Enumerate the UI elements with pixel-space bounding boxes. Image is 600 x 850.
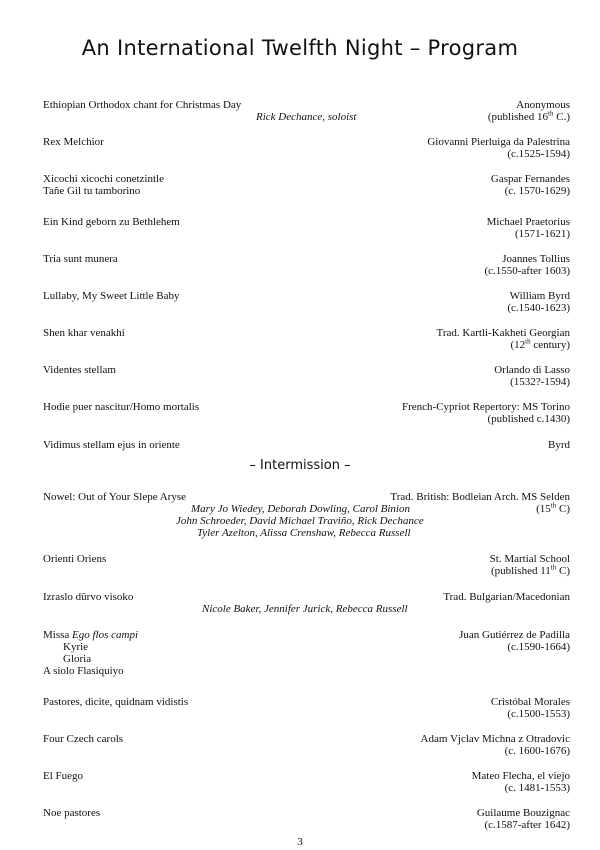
composer: William Byrd [509, 290, 570, 302]
composer: Guilaume Bouzignac [476, 807, 570, 819]
composer-dates: (c.1550-after 1603) [484, 265, 570, 277]
composer: Giovanni Pierluiga da Palestrina [427, 136, 570, 148]
composer: Trad. British: Bodleian Arch. MS Selden [390, 491, 570, 503]
piece-title: Hodie puer nascitur/Homo mortalis [43, 401, 200, 413]
composer-dates: (c.1590-1664) [507, 641, 570, 653]
composer-dates: (12th century) [510, 337, 570, 351]
performers: Nicole Baker, Jennifer Jurick, Rebecca Russell [202, 603, 408, 615]
piece-title: Izraslo dŭrvo visoko [43, 591, 134, 603]
piece-title: Noe pastores [43, 807, 101, 819]
composer: Mateo Flecha, el viejo [471, 770, 570, 782]
composer-dates: (c.1500-1553) [507, 708, 570, 720]
page-number: 3 [297, 836, 303, 848]
piece-title: Videntes stellam [43, 364, 116, 376]
performers: Tyler Azelton, Alissa Crenshaw, Rebecca Russell [197, 527, 411, 539]
piece-title: El Fuego [43, 770, 84, 782]
page-title: An International Twelfth Night – Program [81, 36, 519, 60]
piece-title: Ein Kind geborn zu Bethlehem [43, 216, 180, 228]
piece-title: Missa Ego flos campi [43, 629, 139, 641]
composer-dates: (1532?-1594) [510, 376, 570, 388]
piece-title: Ethiopian Orthodox chant for Christmas Day [43, 99, 242, 111]
composer-dates: (published 11th C) [491, 563, 570, 577]
composer-dates: (c. 1570-1629) [504, 185, 570, 197]
piece-title: Tria sunt munera [43, 253, 118, 265]
composer-dates: (c.1587-after 1642) [484, 819, 570, 831]
piece-title: Orienti Oriens [43, 553, 107, 565]
movement: Gloria [63, 653, 92, 665]
composer-dates: (published c.1430) [487, 413, 570, 425]
composer: Juan Gutiérrez de Padilla [459, 629, 570, 641]
composer: Cristóbal Morales [490, 696, 570, 708]
composer: St. Martial School [489, 553, 570, 565]
composer-dates: (c.1540-1623) [507, 302, 570, 314]
movement: Kyrie [63, 641, 89, 653]
composer-dates: (15th C) [536, 501, 570, 515]
composer: Byrd [548, 439, 570, 451]
piece-title: Pastores, dicite, quidnam vidistis [43, 696, 189, 708]
composer: Michael Praetorius [486, 216, 570, 228]
composer: Trad. Kartli-Kakheti Georgian [436, 327, 570, 339]
piece-title-2: A siolo Flasiquiyo [43, 665, 124, 677]
piece-title: Rex Melchior [43, 136, 104, 148]
composer-dates: (published 16th C.) [487, 109, 570, 123]
piece-title: Vidimus stellam ejus in oriente [43, 439, 180, 451]
piece-title: Xicochi xicochi conetzintle [43, 173, 164, 185]
piece-title: Four Czech carols [43, 733, 124, 745]
piece-title: Nowel: Out of Your Slepe Aryse [43, 491, 186, 503]
composer-dates: (c. 1600-1676) [504, 745, 570, 757]
composer: Adam Vjclav Michna z Otradovic [420, 733, 570, 745]
composer: Trad. Bulgarian/Macedonian [443, 591, 570, 603]
composer: Joannes Tollius [502, 253, 570, 265]
intermission-heading: – Intermission – [249, 458, 351, 473]
piece-title: Shen khar venakhi [43, 327, 125, 339]
composer-dates: (c.1525-1594) [507, 148, 570, 160]
piece-title: Lullaby, My Sweet Little Baby [43, 290, 180, 302]
performers: Rick Dechance, soloist [256, 111, 357, 123]
piece-title-2: Tañe Gil tu tamborino [43, 185, 141, 197]
composer: Gaspar Fernandes [490, 173, 570, 185]
performers: John Schroeder, David Michael Traviño, Rick Dechance [176, 515, 424, 527]
composer-dates: (c. 1481-1553) [504, 782, 570, 794]
composer: French-Cypriot Repertory: MS Torino [402, 401, 570, 413]
composer: Anonymous [516, 99, 570, 111]
composer-dates: (1571-1621) [515, 228, 570, 240]
performers: Mary Jo Wiedey, Deborah Dowling, Carol Binion [191, 503, 410, 515]
composer: Orlando di Lasso [494, 364, 570, 376]
